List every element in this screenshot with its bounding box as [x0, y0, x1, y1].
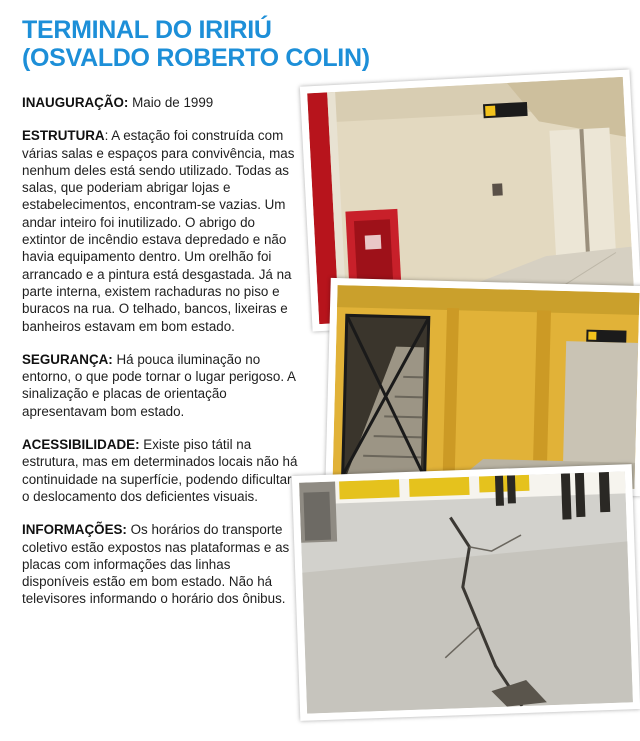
section-estrutura — [22, 127, 300, 335]
section-label: INAUGURAÇÃO: — [22, 95, 129, 110]
page-title — [22, 16, 370, 72]
section-text: Maio de 1999 — [128, 95, 214, 110]
section-text: Há pouca iluminação no entorno, o que pode tornar o lugar perigoso. A sinalização e placas de orientação apresentavam bom estado. — [22, 351, 296, 419]
title-line-1: TERMINAL DO IRIRIÚ — [22, 16, 272, 44]
bus — [479, 475, 530, 493]
section-text: Os horários do transporte coletivo estão expostos nas plataformas e as placas com informações das linhas disponíveis estão em bom estado. Não há televisores informando o horário dos ônibus. — [22, 522, 290, 607]
section-text: Existe piso tátil na estrutura, mas em determinados locais não há continuidade na superfície, podendo dificultar o deslocamento dos deficientes visuais. — [22, 437, 298, 504]
section-inauguracao — [22, 94, 300, 111]
section-informacoes — [22, 521, 300, 607]
photo-cracked-floor — [292, 464, 640, 721]
article-body — [22, 94, 300, 624]
section-label: ACESSIBILIDADE: — [22, 437, 140, 453]
section-text: : A estação foi construída com várias salas e espaços para convivência, mas nenhum deles está sendo utilizado. Todas as salas, que poderiam abrigar lojas e estabelecimentos, encontram-se vazias. Um andar inteiro foi inutilizado. O abrigo do extintor de incêndio estava depredado e não havia equipamento dentro. Um orelhão foi arrancado e a pintura está desgastada. Já na parte interna, existem rachaduras no piso e buracos na rua. O telhado, bancos, lixeiras e banheiros estavam em bom estado. — [22, 128, 295, 334]
section-label: INFORMAÇÕES: — [22, 522, 127, 538]
bus — [339, 479, 400, 499]
photo-floor-image — [299, 471, 633, 713]
title-line-2: (OSVALDO ROBERTO COLIN) — [22, 44, 370, 72]
section-label: ESTRUTURA — [22, 128, 105, 144]
photo-gated-stairs — [325, 278, 640, 496]
bus — [409, 477, 470, 497]
section-label: SEGURANÇA: — [22, 351, 113, 367]
photo-stairs-image — [332, 285, 639, 489]
section-acessibilidade — [22, 436, 300, 505]
section-seguranca — [22, 351, 300, 420]
